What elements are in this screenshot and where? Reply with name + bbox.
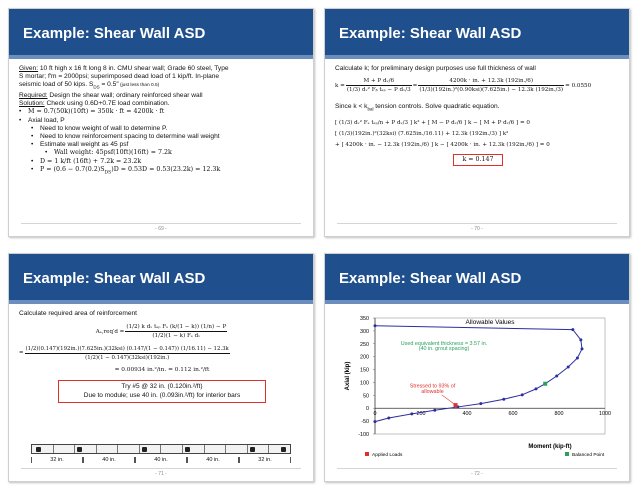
page-number: - 72 - — [471, 471, 483, 477]
slide-title: Example: Shear Wall ASD — [339, 270, 522, 287]
k-equation: k = $\frac{\text{M + P dᵥ/6}}{\text{(1/3) dᵥ² Fᵦ tₛₚ − P dᵥ/3}}$ = $\frac{4200k \cdot in. + 12.3k (192in./6)}{\text{(1/3)(192in.)²(0.90ksi)(7.625in.) − 12.3k (192in./3)}}$ = 0.0550 — [335, 78, 592, 94]
quadratic-equation — [335, 118, 621, 151]
curve-point — [576, 356, 579, 359]
interaction-diagram-chart — [325, 308, 630, 468]
y-tick-label: 350 — [360, 316, 369, 322]
slide-70 — [324, 8, 630, 237]
k-answer-box: k = 0.147 — [453, 154, 502, 166]
curve-point — [479, 402, 482, 405]
y-tick-label: 150 — [360, 367, 369, 374]
legend-swatch-balanced-point — [565, 452, 569, 456]
annotation-text: allowable — [421, 388, 444, 395]
given-label: Given: — [19, 65, 39, 72]
annotation-text: (40 in. grout spacing) — [418, 346, 470, 353]
slide-title-bar — [9, 9, 313, 59]
x-tick-label: 800 — [554, 411, 564, 418]
curve-point — [433, 409, 436, 412]
title-accent-line — [9, 55, 313, 59]
footer-line — [337, 223, 617, 224]
plot-frame — [375, 318, 605, 434]
annotation-text: Used equivalent thickness = 3.57 in. — [400, 341, 488, 348]
slide-title-bar — [9, 254, 313, 304]
curve-point — [374, 324, 377, 327]
solution-label: Solution: — [19, 100, 45, 108]
y-axis-label: Axial (kip) — [345, 361, 351, 391]
footer-line — [337, 468, 617, 469]
answer-row — [335, 154, 621, 166]
curve-point — [502, 398, 505, 401]
bullet-p: • $P = (0.6 - 0.7(0.2)S_{DS})D = 0.53D = 0.53(23.2k) = 12.3k$ — [31, 165, 221, 175]
slide-body — [19, 65, 305, 220]
quadratic-sub-2: + [ 4200k · in. − 12.3k (192in./6) ] k − [ 4200k · in. + 12.3k (192in./6) ] = 0 — [335, 142, 550, 149]
title-accent-line — [325, 55, 629, 59]
slide-71 — [8, 253, 314, 482]
dimension-label: 40 in. — [135, 457, 187, 463]
legend-label-applied-loads: Applied Loads — [372, 453, 403, 458]
slide-69 — [8, 8, 314, 237]
slide-title: Example: Shear Wall ASD — [23, 25, 206, 42]
x-axis-label: Moment (kip-ft) — [528, 444, 572, 450]
slide-title: Example: Shear Wall ASD — [23, 270, 206, 287]
dimension-label: 40 in. — [83, 457, 135, 463]
bullet-moment: • M = 0.7(50k)(10ft) = 350k · ft = 4200k · ft — [19, 108, 165, 116]
solution-text: Check using 0.6D+0.7E load combination. — [44, 100, 170, 108]
dimension-label: 32 in. — [239, 457, 291, 463]
annotation-leader — [442, 395, 455, 404]
x-tick-label: 400 — [462, 411, 472, 418]
y-tick-label: 50 — [363, 393, 369, 400]
curve-point — [581, 347, 584, 350]
required-label: Required: — [19, 91, 48, 99]
y-tick-label: 100 — [360, 380, 369, 387]
legend-swatch-applied-loads — [365, 452, 369, 456]
required-line — [19, 92, 305, 100]
page-number: - 71 - — [155, 471, 167, 477]
reinforcement-try: Try #5 @ 32 in. (0.120in.²/ft) — [121, 383, 203, 391]
title-accent-line — [325, 300, 629, 304]
given-text-4: = 0.5″ — [99, 81, 119, 89]
curve-point — [571, 328, 574, 331]
bullet-need-spacing: • Need to know reinforcement spacing to determine wall weight — [31, 132, 220, 140]
footer-line — [21, 468, 301, 469]
given-text-3: seismic load of 50 kips. S — [19, 81, 94, 89]
y-tick-label: 300 — [360, 328, 369, 335]
annotation-text: Stressed to 93% of — [409, 383, 456, 390]
solution-line — [19, 100, 305, 108]
x-tick-label: 600 — [508, 411, 518, 418]
intro-text: Calculate required area of reinforcement — [19, 310, 138, 317]
slide-title: Example: Shear Wall ASD — [339, 25, 522, 42]
bullet-wall-weight: • Wall weight: 45psf(10ft)(16ft) = 7.2k — [45, 149, 172, 157]
x-tick-label: 1000 — [599, 411, 611, 418]
given-text-2: S mortar; f′m = 2000psi; superimposed dead load of 1 kip/ft. In-plane — [19, 73, 220, 81]
quadratic-general: [ (1/3) dᵥ² Fₛ tₛₚ/n + P dᵥ/3 ] k² + [ M − P dᵥ/6 ] k − [ M + P dᵥ/6 ] = 0 — [335, 120, 530, 127]
curve-point — [555, 375, 558, 378]
x-tick-label: 200 — [416, 411, 426, 418]
footer-line — [21, 223, 301, 224]
dimension-label: 32 in. — [31, 457, 83, 463]
curve-point — [374, 420, 377, 423]
as-result: = 0.00934 in.²/in. = 0.112 in.²/ft — [114, 367, 210, 374]
reinforcement-use: Due to module; use 40 in. (0.093in.²/ft) for interior bars — [83, 391, 241, 399]
curve-point — [579, 338, 582, 341]
slide-body — [19, 310, 305, 465]
wall-section-diagram — [31, 444, 291, 454]
curve-point — [567, 365, 570, 368]
legend-label-balanced-point: Balanced Point — [572, 453, 605, 458]
bullet-dead-load: • D = 1 k/ft (16ft) + 7.2k = 23.2k — [31, 157, 142, 165]
y-tick-label: 250 — [360, 341, 369, 348]
reinforcement-box — [58, 380, 266, 403]
k-fraction-numeric: $\frac{4200k \cdot in. + 12.3k (192in./6)}{\text{(1/3)(192in.)²(0.90ksi)(7.625in.) − 12.3k (192in./3)}}$ — [419, 78, 564, 94]
y-tick-label: 0 — [366, 406, 369, 413]
given-note: (just less than 0.5) — [118, 83, 160, 89]
bullet-need-weight: • Need to know weight of wall to determine P. — [31, 124, 168, 132]
slide-title-bar — [325, 254, 629, 304]
as-substitution: = (1/2)(0.147)(192in.)(7.625in.)(32ksi) (0.147/(1 − 0.147)) (1/16.11) − 12.3k (1/2)(1 − 0.147)(32ksi)(192in.) — [19, 345, 229, 361]
dimension-label: 40 in. — [187, 457, 239, 463]
given-block — [19, 65, 305, 92]
curve-point — [535, 387, 538, 390]
x-tick-label: 0 — [373, 411, 377, 418]
given-text-1: 10 ft high x 16 ft long 8 in. CMU shear wall; Grade 60 steel, Type — [38, 65, 229, 72]
page-number: - 69 - — [155, 226, 167, 232]
slide-body — [335, 65, 621, 220]
bullet-estimate: • Estimate wall weight as 45 psf — [31, 141, 129, 149]
title-accent-line — [9, 300, 313, 304]
bullet-axial: • Axial load, P — [19, 116, 65, 124]
balanced-point-marker — [543, 382, 547, 386]
spacing-dimensions — [31, 457, 291, 463]
curve-point — [387, 417, 390, 420]
k-fraction-symbolic: $\frac{\text{M + P dᵥ/6}}{\text{(1/3) dᵥ² Fᵦ tₛₚ − P dᵥ/3}}$ — [346, 78, 411, 94]
sds-subscript: DS — [93, 84, 100, 90]
slide-72 — [324, 253, 630, 482]
intro-text: Calculate k; for preliminary design purposes use full thickness of wall — [335, 65, 536, 72]
y-tick-label: -50 — [361, 419, 369, 426]
quadratic-sub-1: [ (1/3)(192in.)²(32ksi) (7.625in./16.11) + 12.3k (192in./3) ] k² — [335, 131, 509, 138]
curve-point — [521, 393, 524, 396]
slide-title-bar — [325, 9, 629, 59]
chart-title: Allowable Values — [465, 319, 515, 326]
since-line: Since $k < k_{bal}$ tension controls. Solve quadratic equation. — [335, 102, 500, 111]
y-tick-label: -100 — [358, 432, 369, 438]
as-equation: Aₛ,req′d = $\frac{\text{(1/2) k dᵥ tₛₚ Fₛ (k/(1 − k)) (1/n) − P}}{\text{(1/2)(1 − k) Fₛ dᵥ}}$ — [95, 324, 227, 340]
y-tick-label: 200 — [360, 354, 369, 361]
curve-point — [410, 412, 413, 415]
page-number: - 70 - — [471, 226, 483, 232]
required-text: Design the shear wall; ordinary reinforced shear wall — [47, 91, 203, 99]
